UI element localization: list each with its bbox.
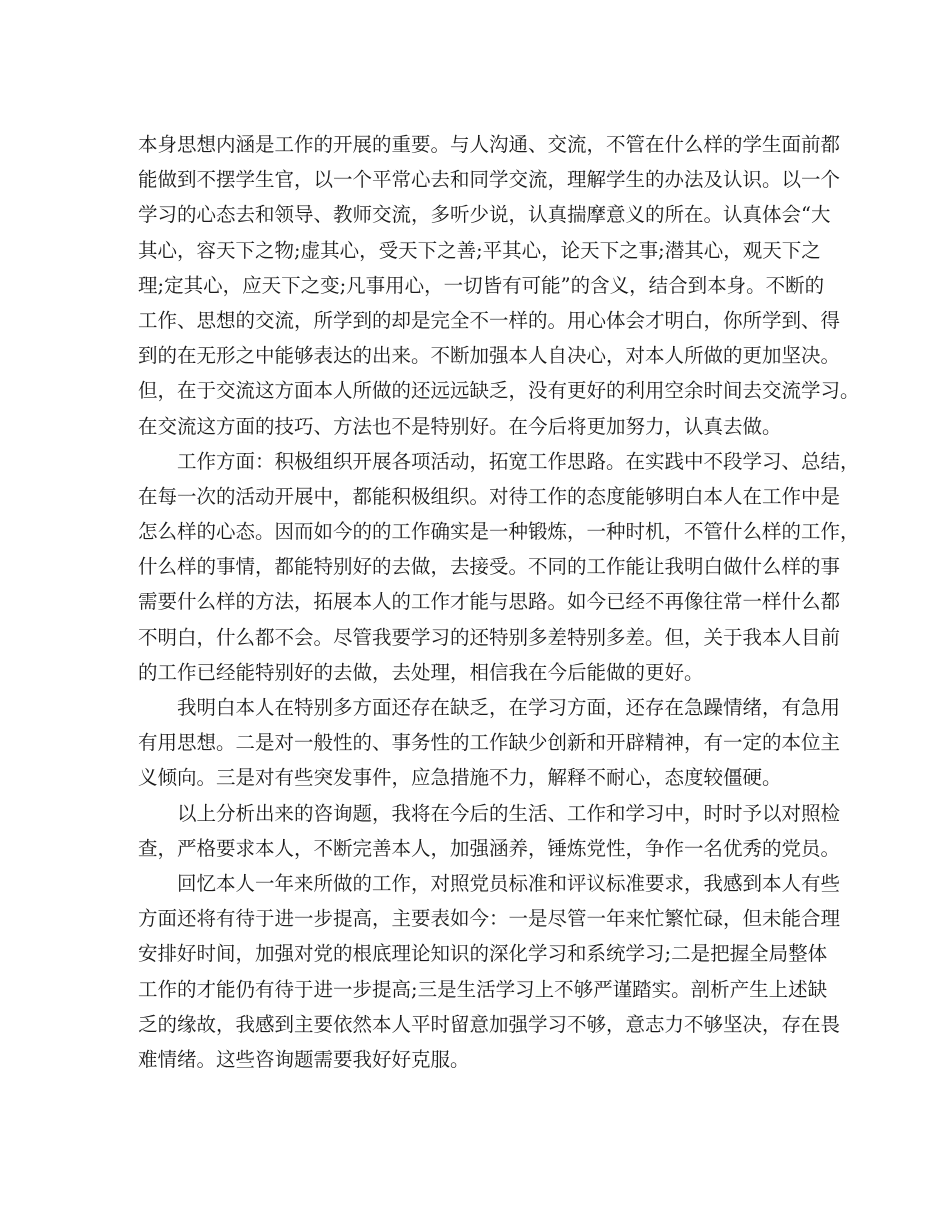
paragraph — [138, 866, 841, 1077]
text-line: 在每一次的活动开展中，都能积极组织。对待工作的态度能够明白本人在工作中是 — [138, 484, 841, 508]
text-line: 工作、思想的交流，所学到的却是完全不一样的。用心体会才明白，你所学到、得 — [138, 308, 841, 332]
text-line: 难情绪。这些咨询题需要我好好克服。 — [138, 1047, 470, 1071]
paragraph — [138, 127, 860, 444]
text-line: 理;定其心，应天下之变;凡事用心，一切皆有可能”的含义，结合到本身。不断的 — [138, 273, 825, 297]
text-line: 的工作已经能特别好的去做，去处理，相信我在今后能做的更好。 — [138, 660, 704, 684]
paragraph — [138, 444, 860, 690]
text-line: 乏的缘故，我感到主要依然本人平时留意加强学习不够，意志力不够坚决，存在畏 — [138, 1012, 841, 1036]
text-line: 本身思想内涵是工作的开展的重要。与人沟通、交流，不管在什么样的学生面前都 — [138, 133, 841, 156]
text-line: 义倾向。三是对有些突发事件，应急措施不力，解释不耐心，态度较僵硬。 — [138, 766, 782, 790]
text-line: 我明白本人在特别多方面还存在缺乏，在学习方面，还存在急躁情绪，有急用 — [177, 696, 841, 719]
text-line: 什么样的事情，都能特别好的去做，去接受。不同的工作能让我明白做什么样的事 — [138, 555, 841, 579]
text-line: 到的在无形之中能够表达的出来。不断加强本人自决心，对本人所做的更加坚决。 — [138, 344, 841, 368]
text-line: 怎么样的心态。因而如今的的工作确实是一种锻炼，一种时机，不管什么样的工作， — [138, 520, 860, 544]
text-line: 有用思想。二是对一般性的、事务性的工作缺少创新和开辟精神，有一定的本位主 — [138, 731, 841, 755]
paragraph — [138, 796, 841, 866]
text-line: 需要什么样的方法，拓展本人的工作才能与思路。如今已经不再像往常一样什么都 — [138, 590, 841, 614]
text-line: 在交流这方面的技巧、方法也不是特别好。在今后将更加努力，认真去做。 — [138, 414, 782, 438]
text-line: 不明白，什么都不会。尽管我要学习的还特别多差特别多差。但，关于我本人目前 — [138, 625, 841, 649]
text-line: 以上分析出来的咨询题，我将在今后的生活、工作和学习中，时时予以对照检 — [177, 801, 841, 825]
text-line: 但，在于交流这方面本人所做的还远远缺乏，没有更好的利用空余时间去交流学习。 — [138, 379, 860, 403]
text-line: 回忆本人一年来所做的工作，对照党员标准和评议标准要求，我感到本人有些 — [177, 871, 841, 895]
text-line: 查，严格要求本人，不断完善本人，加强涵养，锤炼党性，争作一名优秀的党员。 — [138, 836, 841, 860]
text-line: 方面还将有待于进一步提高，主要表如今：一是尽管一年来忙繁忙碌，但未能合理 — [138, 907, 841, 931]
text-line: 其心，容天下之物;虚其心，受天下之善;平其心，论天下之事;潜其心，观天下之 — [138, 238, 821, 262]
text-line: 学习的心态去和领导、教师交流，多听少说，认真揣摩意义的所在。认真体会“大 — [138, 203, 831, 227]
text-line: 安排好时间，加强对党的根底理论知识的深化学习和系统学习;二是把握全局整体 — [138, 942, 828, 966]
document-body — [138, 127, 860, 1077]
text-line: 工作方面：积极组织开展各项活动，拓宽工作思路。在实践中不段学习、总结， — [177, 449, 860, 473]
text-line: 工作的才能仍有待于进一步提高;三是生活学习上不够严谨踏实。剖析产生上述缺 — [138, 977, 828, 1001]
text-line: 能做到不摆学生官，以一个平常心去和同学交流，理解学生的办法及认识。以一个 — [138, 168, 841, 192]
paragraph — [138, 690, 841, 796]
